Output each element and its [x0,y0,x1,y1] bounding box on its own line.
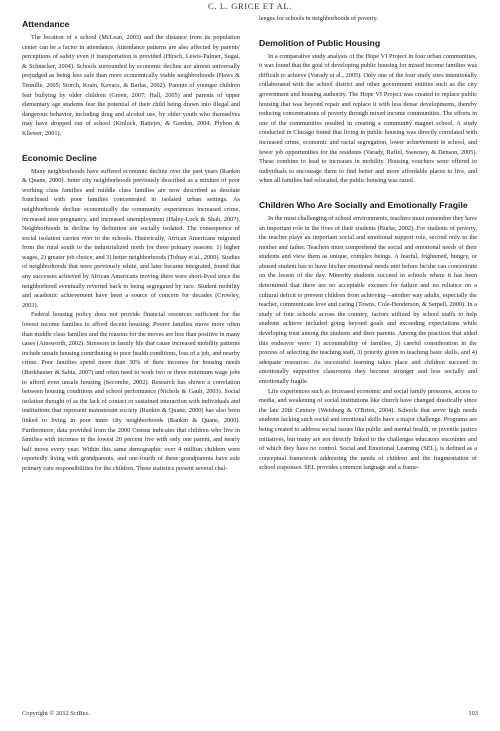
paragraph-continuation: lenges for schools in neighborhoods of poverty. [259,15,378,22]
paragraph-children-2: Life experiences such as increased economic and social family pressures, access to media, and weakening of social institutions like church have changed drastically since the late 20th Century (Weisburg & O'Brien, 2004). Schools that serve high needs students lacking such social and emotional skills have a major challenge. Programs are being created to address social issues like public and mental health, or juvenile justice initiatives, but many are not directly linked to the challenges educators encounter and of which they have no control. Social and Emotional Learning (SEL), is defined as a conceptual framework addressing the needs of children and the fragmentation of school responses. SEL provides common language and a frame- [259,387,477,472]
paragraph-attendance: The location of a school (McLean, 2003) and the distance from its population center can be a factor in attendance. Attendance patterns are also affected by parents' perceptions of safety even if transportation is provided (Hirsch, Lewis-Palmer, Sugai, & Schnacker, 2004). Schools surrounded by economic decline are almost universally prejudged as being less safe than more economically viable neighborhoods (Haws & Tennille, 2005; Storch, Krain, Kovacs, & Barlas, 2002). Parents of younger children fear bullying by older children (Green, 2007; Hall, 2005) and parents of upper elementary age students fear the potential of their child being drawn into illegal and dangerous behavior, including drug and alcohol use, by older youth who themselves may have dropped out of school (Kinlock, Battejes, & Gordon, 2004; Plybon & Kliewer, 2001). [22,34,240,137]
section-heading-demolition: Demolition of Public Housing [259,37,381,48]
section-heading-attendance: Attendance [22,19,70,29]
section-heading-economic-decline: Economic Decline [22,152,97,163]
paragraph-economic-decline-2: Federal housing policy does not provide financial resources sufficient for the lowest income families to afford decent housing. Poorer families move more often than middle class families and the reasons for the moves are less than positive in many cases (Ainsworth, 2002). Stressors in family life that cause increased mobility patterns include unsafe housing contributing to poor health conditions, loss of a job, and nearby crime. Poor families spend more than 30% of their incomes for housing needs (Burkhauser & Sabia, 2007) and often need to work two or three minimum wage jobs to afford even unsafe housing (Secombe, 2002). Research has shown a correlation between housing conditions and school performance (Nichols & Gault, 2003). Social isolation thought of as the lack of contact or sustained interaction with individuals and institutions that represent mainstream society (Rankin & Quane, 2000) has also been linked to living in poor inner city neighborhoods (Rankin & Quane, 2000). Furthermore, data provided from the 2000 Census indicates that children who live in families with incomes in the lowest 20 percent live with only one parent, and nearly half move every year. Within this same demographic over 4 million children were reportedly living with grandparents, and one-fourth of these grandparents have sole primary care responsibilities for the children. These statistics present several chal- [22,311,240,472]
paragraph-economic-decline-1: Many neighborhoods have suffered economic decline over the past years (Rankin & Quane, 2000). Inner city neighborhoods previously described as a mixture of poor working class families and middle class families are now described as desolate franchised with poor families concentrated in isolated urban settings. As neighborhoods decline economically the community experiences increased crime, increased teen pregnancy, and increased unemployment (Haley-Lock & Shah, 2007). Neighborhoods in decline by definition are socially isolated. The consequence of social isolation carries over to the schools. Historically, African Americans migrated from the rural south to the industrialized north for three primary reasons: 1) higher wages, 2) greater job choice, and 3) better neighborhoods (Tolnay et al., 2000). Studies of neighborhoods that were previously white, and later became integrated, found that any successes achieved by African Americans moving there were short-lived since the neighborhood eventually reverted back to being segregated by race. Student mobility and academic achievement have been a source of concern for decades (Crowley, 2003). [22,167,240,309]
left-column [22,14,240,474]
paragraph-children-1: In the most challenging of school environments, teachers must remember they have an important role in the lives of their students (Burke, 2002). For students of poverty, the teacher plays an important social and emotional support role, second only to the mother and father. Teachers must comprehend the social and emotional needs of their students and view them as unique, complex beings. A fearful, frightened, hungry, or abused student has to have his/her emotional needs met before he/she can concentrate on the lesson of the day. Minority students succeed in schools where it has been determined that there are no acceptable excuses for failure and no reliance on a cultural deficit to prevent children from achieving—another way adults, especially the teacher, communicate love and caring (Towns, Cole-Henderson, & Serpell, 2000). In a study of four schools across the country, factors utilized by school staffs to help students achieve included going beyond goals and exceeding expectations while developing trust among the students and their parents. Among the practices that aided this endeavor were: 1) accountability of families, 2) careful consideration in the process of selecting the teaching staff, 3) priority given to teaching basic skills, and 4) adequate resources. As successful learning takes place and children succeed in emotionally supportive classrooms they become stronger and less socially and emotionally fragile. [259,214,477,385]
running-head: C. L. GRICE ET AL. [208,1,292,11]
section-heading-children: Children Who Are Socially and Emotionally Fragile [259,199,468,210]
page-number: 103 [468,710,478,717]
copyright-notice: Copyright © 2012 SciRes. [22,710,90,717]
right-column [259,14,477,473]
paragraph-demolition: In a comparative study analysis of the Hope VI Project in four urban communities, it was found that the goal of developing public housing for mixed income families was difficult to achieve (Varady et al., 2005). Only one of the four study sites intentionally collaborated with the school district and other government entities such as the city government and housing authority. The Hope VI Project was created to replace public housing that was beyond repair and replace it with less dense developments, thereby reducing concentrations of poverty through mixed income communities. The efforts in one of the communities resulted in creating a community magnet school. A study conducted in Chicago found that living in public housing was directly correlated with increased crime, economic and racial segregation, lower achievement in school, and fewer job opportunities for the residents (Varady, Raffel, Sweeney, & Denson, 2005). These combine to lead to increases in mobility. Housing vouchers were offered to individuals to encourage them to find better and more affordable places to live, and when all families had relocated, the public housing was razed. [259,52,477,185]
